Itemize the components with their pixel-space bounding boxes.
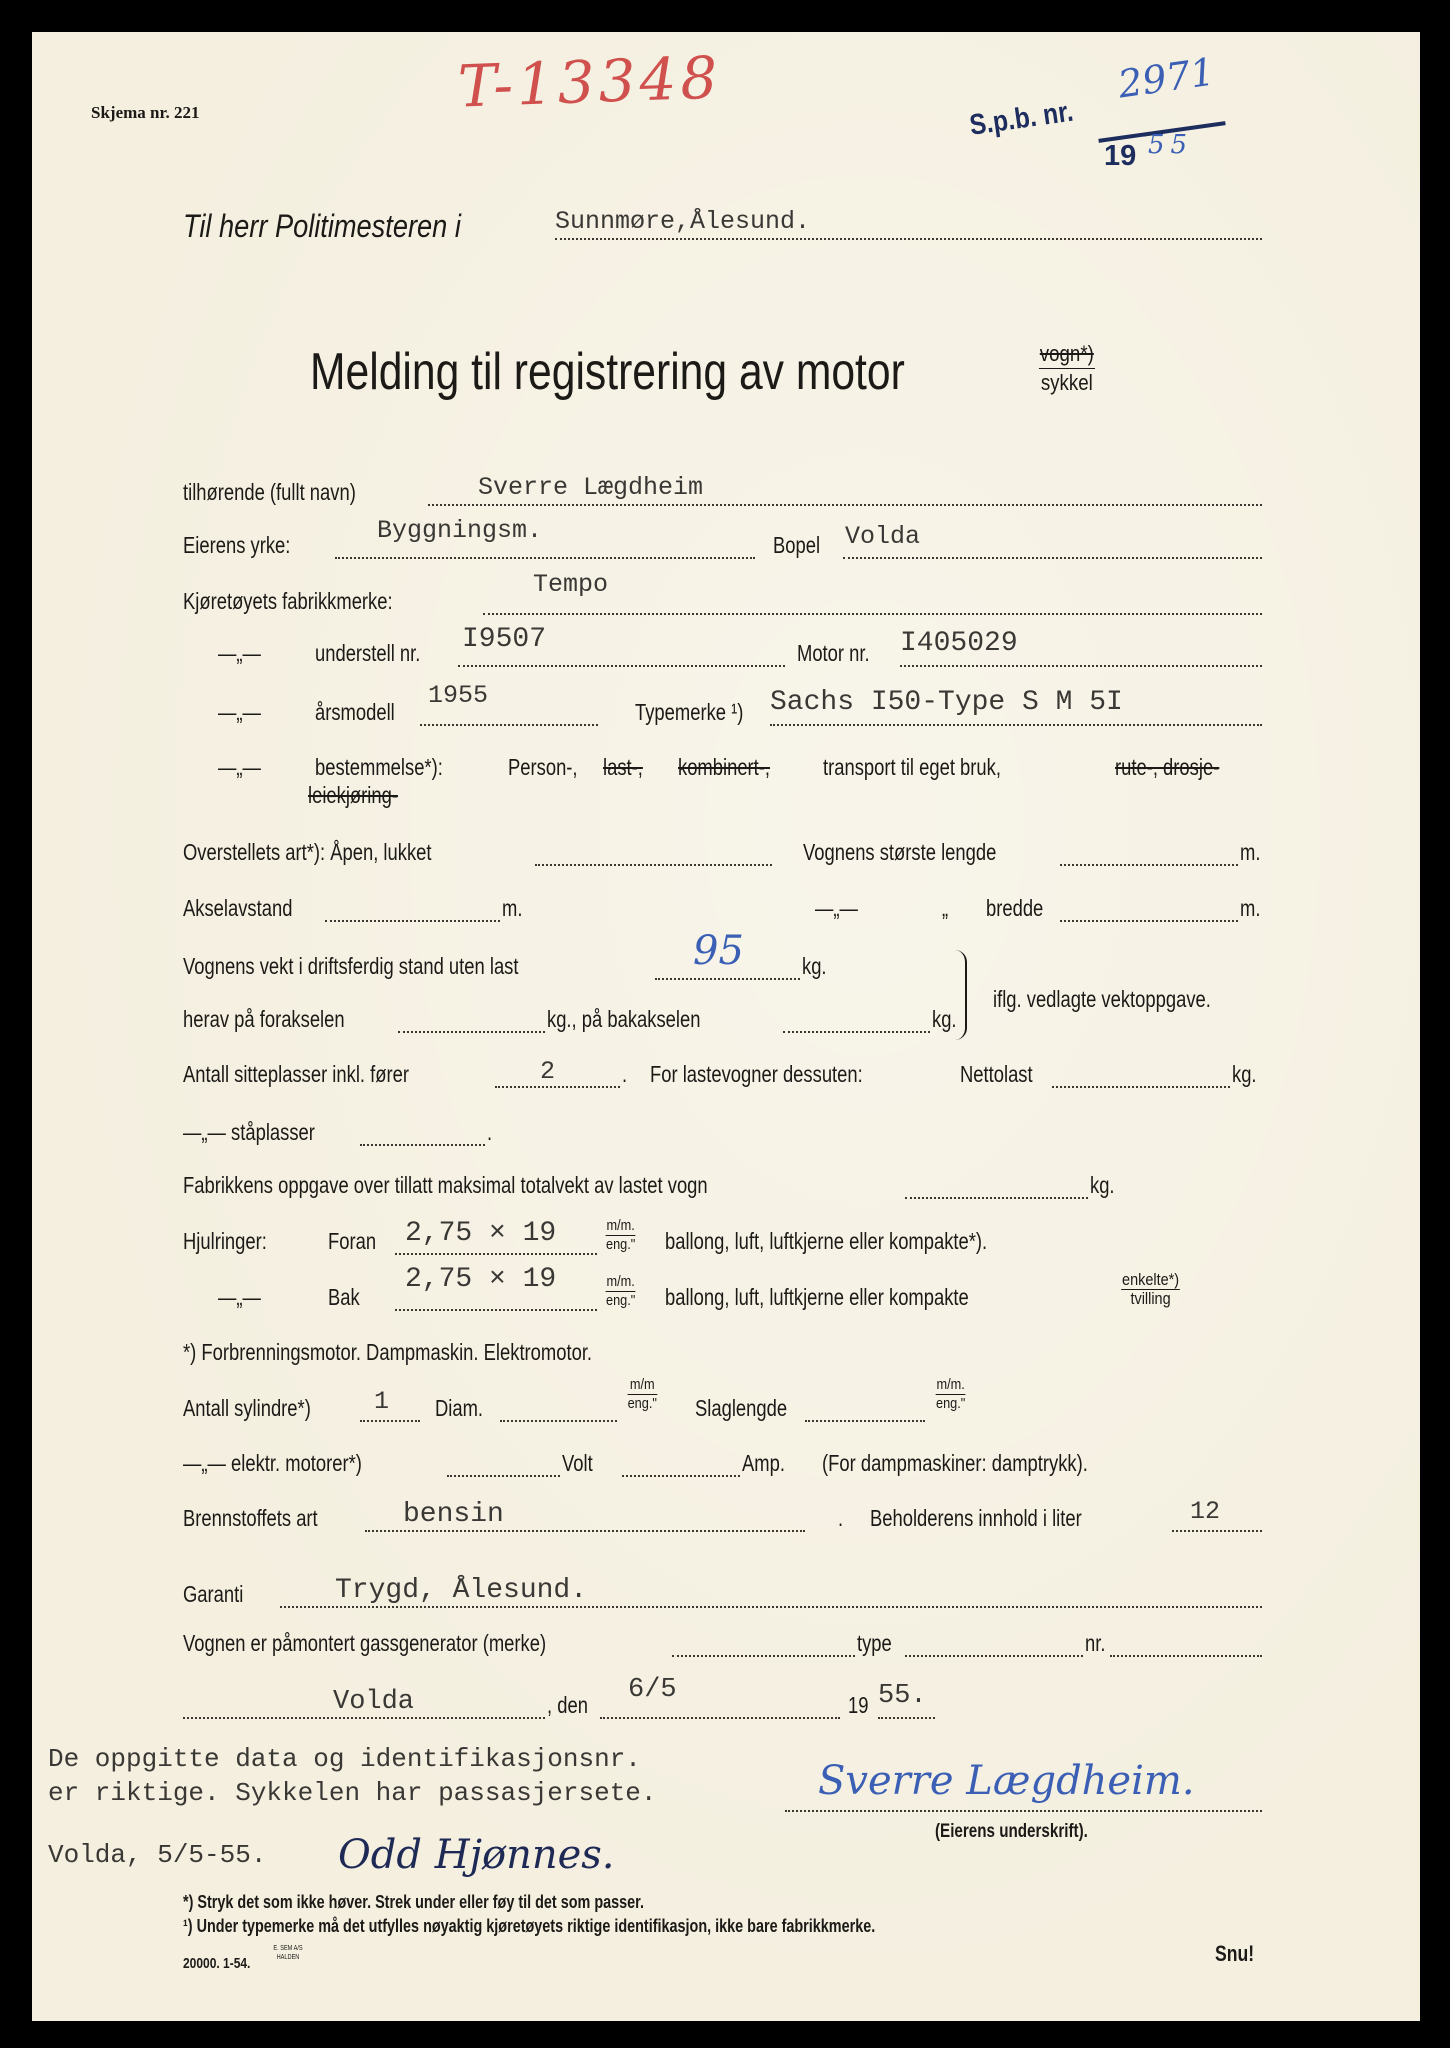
tire-type-text: ballong, luft, luftkjerne eller kompakte*). — [665, 1228, 988, 1254]
gas-nr-label: nr. — [1085, 1630, 1106, 1656]
truck-label: For lastevogner dessuten: — [650, 1061, 863, 1087]
dot: . — [838, 1505, 844, 1531]
seats-field[interactable]: 2 — [495, 1060, 620, 1088]
owner-signature-label: (Eierens underskrift). — [935, 1821, 1088, 1842]
width-field[interactable] — [1060, 894, 1238, 922]
cylinders-field[interactable]: 1 — [360, 1394, 420, 1422]
unit-fraction: m/m. eng." — [935, 1376, 966, 1412]
rear-axle-field[interactable] — [783, 1005, 930, 1033]
case-number: T-13348 — [456, 43, 723, 121]
kg-unit: kg. — [932, 1006, 957, 1032]
guarantee-label: Garanti — [183, 1581, 244, 1607]
front-axle-field[interactable] — [398, 1005, 545, 1033]
motor-field[interactable]: I405029 — [900, 639, 1262, 667]
ditto-mark: —„— — [815, 895, 858, 921]
volt-field[interactable] — [447, 1449, 560, 1477]
officer-signature: Odd Hjønnes. — [338, 1832, 615, 1878]
year-field[interactable]: 1955 — [420, 698, 598, 726]
single-twin-fraction: enkelte*) tvilling — [1122, 1270, 1180, 1308]
occupation-label: Eierens yrke: — [183, 532, 291, 558]
make-field[interactable]: Tempo — [483, 587, 1262, 615]
motor-label: Motor nr. — [797, 640, 870, 666]
tank-field[interactable]: 12 — [1172, 1504, 1262, 1532]
occupation-field[interactable]: Byggningsm. — [335, 531, 755, 559]
spb-year-suffix: 55 — [1148, 130, 1194, 160]
net-load-field[interactable] — [1052, 1060, 1230, 1088]
purpose-label: bestemmelse*): — [315, 754, 443, 780]
length-field[interactable] — [1060, 838, 1238, 866]
page-title: Melding til registrering av motor — [310, 343, 905, 401]
year-label: årsmodell — [315, 699, 395, 725]
axle-label: Akselavstand — [183, 895, 293, 921]
front-axle-label: herav på forakselen — [183, 1006, 345, 1032]
gas-nr-field[interactable] — [1110, 1629, 1262, 1657]
front-wheel-label: Foran — [328, 1228, 377, 1254]
front-wheel-field[interactable]: 2,75 × 19 — [395, 1227, 597, 1255]
printer-mark: E. SEM A/S HALDEN — [273, 1945, 303, 1961]
weight-note: iflg. vedlagte vektoppgave. — [993, 986, 1211, 1012]
purpose-kombinert: kombinert-, — [678, 754, 771, 780]
date-field[interactable]: 6/5 — [600, 1691, 840, 1719]
wheels-label: Hjulringer: — [183, 1228, 267, 1254]
m-unit: m. — [502, 895, 523, 921]
body-label: Overstellets art*): Åpen, lukket — [183, 839, 432, 865]
residence-field[interactable]: Volda — [843, 531, 1262, 559]
type-field[interactable]: Sachs I50-Type S M 5I — [770, 698, 1262, 726]
addressee-label: Til herr Politimesteren i — [183, 208, 461, 244]
m-unit: m. — [1240, 895, 1261, 921]
purpose-leie: leiekjøring- — [308, 782, 398, 808]
rear-wheel-label: Bak — [328, 1284, 360, 1310]
cylinders-label: Antall sylindre*) — [183, 1395, 311, 1421]
tank-label: Beholderens innhold i liter — [870, 1505, 1082, 1531]
electric-label: —„— elektr. motorer*) — [183, 1450, 362, 1476]
owner-signature: Sverre Lægdheim. — [818, 1758, 1195, 1804]
residence-label: Bopel — [773, 532, 821, 558]
option-sykkel: sykkel — [1040, 370, 1093, 395]
weight-label: Vognens vekt i driftsferdig stand uten last — [183, 953, 519, 979]
ditto-mark: —„— — [218, 640, 261, 666]
axle-field[interactable] — [325, 894, 500, 922]
unit-fraction: m/m. eng." — [605, 1217, 636, 1253]
spb-number: 2971 — [1115, 49, 1218, 107]
dot: . — [487, 1119, 493, 1145]
chassis-field[interactable]: I9507 — [458, 639, 785, 667]
diam-field[interactable] — [500, 1394, 617, 1422]
kg-unit: kg. — [1232, 1061, 1257, 1087]
ditto-quote: „ — [942, 895, 949, 921]
guarantee-field[interactable]: Trygd, Ålesund. — [280, 1580, 1262, 1608]
amp-field[interactable] — [622, 1449, 740, 1477]
rear-axle-label: kg., på bakakselen — [547, 1006, 701, 1032]
purpose-person: Person-, — [508, 754, 578, 780]
standing-label: —„— ståplasser — [183, 1119, 315, 1145]
kg-unit: kg. — [802, 953, 827, 979]
weight-field[interactable]: 95 — [655, 952, 800, 980]
kg-unit: kg. — [1090, 1172, 1115, 1198]
tire-type-text: ballong, luft, luftkjerne eller kompakte — [665, 1284, 969, 1310]
place-field[interactable]: Volda — [183, 1691, 545, 1719]
date-label: , den — [547, 1692, 588, 1718]
gas-type-field[interactable] — [905, 1629, 1083, 1657]
stroke-label: Slaglengde — [695, 1395, 788, 1421]
steam-label: (For dampmaskiner: damptrykk). — [822, 1450, 1088, 1476]
max-weight-field[interactable] — [905, 1171, 1088, 1199]
purpose-rute: rute-, drosje- — [1115, 754, 1220, 780]
stroke-field[interactable] — [805, 1394, 925, 1422]
year-prefix: 19 — [848, 1692, 869, 1718]
amp-label: Amp. — [742, 1450, 785, 1476]
option-vogn: vogn*) — [1039, 340, 1095, 369]
seats-label: Antall sitteplasser inkl. fører — [183, 1061, 409, 1087]
unit-fraction: m/m eng." — [627, 1376, 657, 1412]
unit-fraction: m/m. eng." — [605, 1273, 636, 1309]
gas-generator-field[interactable] — [672, 1629, 855, 1657]
footnote-asterisk: *) Stryk det som ikke høver. Strek under eller føy til det som passer. — [183, 1892, 644, 1912]
spb-year-prefix: 19 — [1104, 140, 1137, 172]
ditto-mark: —„— — [218, 1284, 261, 1310]
verification-place-date: Volda, 5/5-55. — [48, 1840, 267, 1870]
body-field[interactable] — [535, 838, 772, 866]
print-code: 20000. 1-54. — [183, 1955, 251, 1972]
addressee-field[interactable]: Sunnmøre,Ålesund. — [555, 212, 1262, 240]
purpose-last: last-, — [603, 754, 643, 780]
verification-note-line2: er riktige. Sykkelen har passasjersete. — [48, 1778, 657, 1808]
turn-over-label: Snu! — [1215, 1941, 1255, 1966]
engine-types: *) Forbrenningsmotor. Dampmaskin. Elektromotor. — [183, 1339, 593, 1365]
length-label: Vognens største lengde — [803, 839, 997, 865]
width-label: bredde — [986, 895, 1044, 921]
ditto-mark: —„— — [218, 754, 261, 780]
verification-note-line1: De oppgitte data og identifikasjonsnr. — [48, 1744, 641, 1774]
vehicle-category — [1039, 340, 1095, 397]
chassis-label: understell nr. — [315, 640, 421, 666]
owner-signature-line — [785, 1810, 1262, 1812]
net-load-label: Nettolast — [960, 1061, 1033, 1087]
ditto-mark: —„— — [218, 699, 261, 725]
name-label: tilhørende (fullt navn) — [183, 479, 356, 505]
max-weight-label: Fabrikkens oppgave over tillatt maksimal totalvekt av lastet vogn — [183, 1172, 708, 1198]
m-unit: m. — [1240, 839, 1261, 865]
make-label: Kjøretøyets fabrikkmerke: — [183, 588, 393, 614]
name-field[interactable]: Sverre Lægdheim — [428, 478, 1262, 506]
footnote-one: ¹) Under typemerke må det utfylles nøyaktig kjøretøyets riktige identifikasjon, ikke bare fabrikkmerke. — [183, 1916, 876, 1936]
purpose-transport: transport til eget bruk, — [823, 754, 1001, 780]
date-year-field[interactable]: 55. — [878, 1691, 935, 1719]
fuel-label: Brennstoffets art — [183, 1505, 318, 1531]
rear-wheel-field[interactable]: 2,75 × 19 — [395, 1283, 597, 1311]
gas-type-label: type — [857, 1630, 892, 1656]
dot: . — [622, 1061, 628, 1087]
fuel-field[interactable]: bensin — [365, 1504, 805, 1532]
volt-label: Volt — [562, 1450, 593, 1476]
gas-generator-label: Vognen er påmontert gassgenerator (merke) — [183, 1630, 547, 1656]
standing-field[interactable] — [360, 1118, 485, 1146]
form-number: Skjema nr. 221 — [91, 103, 200, 122]
type-label: Typemerke ¹) — [635, 699, 744, 725]
diam-label: Diam. — [435, 1395, 484, 1421]
spb-label: S.p.b. nr. — [967, 95, 1076, 142]
